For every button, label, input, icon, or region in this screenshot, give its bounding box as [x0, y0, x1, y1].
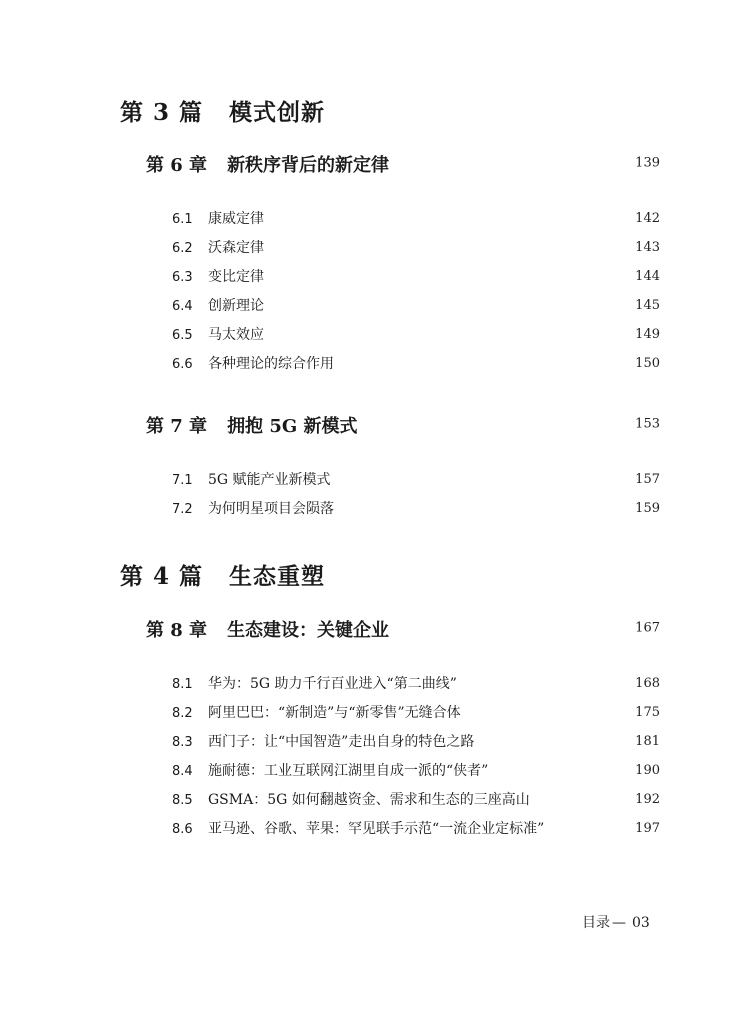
section-number: 8.2 [172, 706, 193, 721]
part-title: 模式创新 [229, 99, 326, 126]
section-title: GSMA：5G 如何翻越资金、需求和生态的三座高山 [208, 792, 530, 808]
section-page: 190 [635, 763, 660, 778]
chapter-label: 第 8 章 [146, 620, 208, 641]
section-number: 8.6 [172, 822, 193, 837]
section-title: 各种理论的综合作用 [208, 356, 334, 372]
section-page: 192 [635, 792, 660, 807]
chapter-entry[interactable] [146, 151, 660, 175]
part-title: 生态重塑 [229, 563, 326, 590]
chapter-title: 拥抱 5G 新模式 [227, 416, 358, 437]
section-entry[interactable] [172, 790, 660, 810]
section-title: 华为：5G 助力千行百业进入“第二曲线” [208, 676, 457, 692]
section-page: 197 [635, 821, 660, 836]
section-entry[interactable] [172, 325, 660, 345]
section-title: 康威定律 [208, 211, 264, 227]
section-page: 159 [635, 501, 660, 516]
section-number: 6.1 [172, 212, 193, 227]
section-number: 6.3 [172, 270, 193, 285]
section-entry[interactable] [172, 296, 660, 316]
section-number: 8.5 [172, 793, 193, 808]
section-number: 7.2 [172, 502, 193, 517]
section-number: 6.2 [172, 241, 193, 256]
section-page: 149 [635, 327, 660, 342]
page-footer [582, 912, 650, 932]
chapter-page: 153 [635, 416, 660, 432]
section-page: 142 [635, 211, 660, 226]
footer-dash: — [612, 915, 626, 931]
section-page: 145 [635, 298, 660, 313]
chapter-title: 新秩序背后的新定律 [227, 155, 390, 176]
chapter-entry[interactable] [146, 616, 660, 640]
section-page: 143 [635, 240, 660, 255]
chapter-label: 第 6 章 [146, 155, 208, 176]
section-title: 沃森定律 [208, 240, 264, 256]
section-entry[interactable] [172, 761, 660, 781]
section-title: 变比定律 [208, 269, 264, 285]
section-title: 创新理论 [208, 298, 264, 314]
section-page: 175 [635, 705, 660, 720]
section-title: 为何明星项目会陨落 [208, 501, 334, 517]
section-entry[interactable] [172, 470, 660, 490]
chapter-page: 167 [635, 620, 660, 636]
section-entry[interactable] [172, 499, 660, 519]
part-label: 第 4 篇 [120, 563, 204, 590]
chapter-page: 139 [635, 155, 660, 171]
footer-page-number: 03 [632, 915, 650, 931]
chapter-entry[interactable] [146, 412, 660, 436]
section-entry[interactable] [172, 732, 660, 752]
section-entry[interactable] [172, 267, 660, 287]
section-entry[interactable] [172, 209, 660, 229]
section-title: 马太效应 [208, 327, 264, 343]
section-number: 6.4 [172, 299, 193, 314]
section-entry[interactable] [172, 674, 660, 694]
section-entry[interactable] [172, 354, 660, 374]
section-entry[interactable] [172, 819, 660, 839]
section-entry[interactable] [172, 238, 660, 258]
section-number: 8.1 [172, 677, 193, 692]
section-number: 6.6 [172, 357, 193, 372]
section-page: 144 [635, 269, 660, 284]
section-title: 西门子：让“中国智造”走出自身的特色之路 [208, 734, 475, 750]
section-entry[interactable] [172, 703, 660, 723]
section-page: 181 [635, 734, 660, 749]
footer-label: 目录 [582, 915, 610, 931]
section-title: 阿里巴巴：“新制造”与“新零售”无缝合体 [208, 705, 461, 721]
section-title: 施耐德：工业互联网江湖里自成一派的“侠者” [208, 763, 489, 779]
section-page: 150 [635, 356, 660, 371]
part-heading [120, 558, 325, 591]
section-page: 168 [635, 676, 660, 691]
section-number: 8.3 [172, 735, 193, 750]
section-title: 5G 赋能产业新模式 [208, 472, 331, 488]
part-label: 第 3 篇 [120, 99, 204, 126]
part-heading [120, 94, 325, 127]
section-title: 亚马逊、谷歌、苹果：罕见联手示范“一流企业定标准” [208, 821, 545, 837]
section-number: 8.4 [172, 764, 193, 779]
section-number: 6.5 [172, 328, 193, 343]
chapter-title: 生态建设：关键企业 [227, 620, 390, 641]
section-number: 7.1 [172, 473, 193, 488]
section-page: 157 [635, 472, 660, 487]
chapter-label: 第 7 章 [146, 416, 208, 437]
